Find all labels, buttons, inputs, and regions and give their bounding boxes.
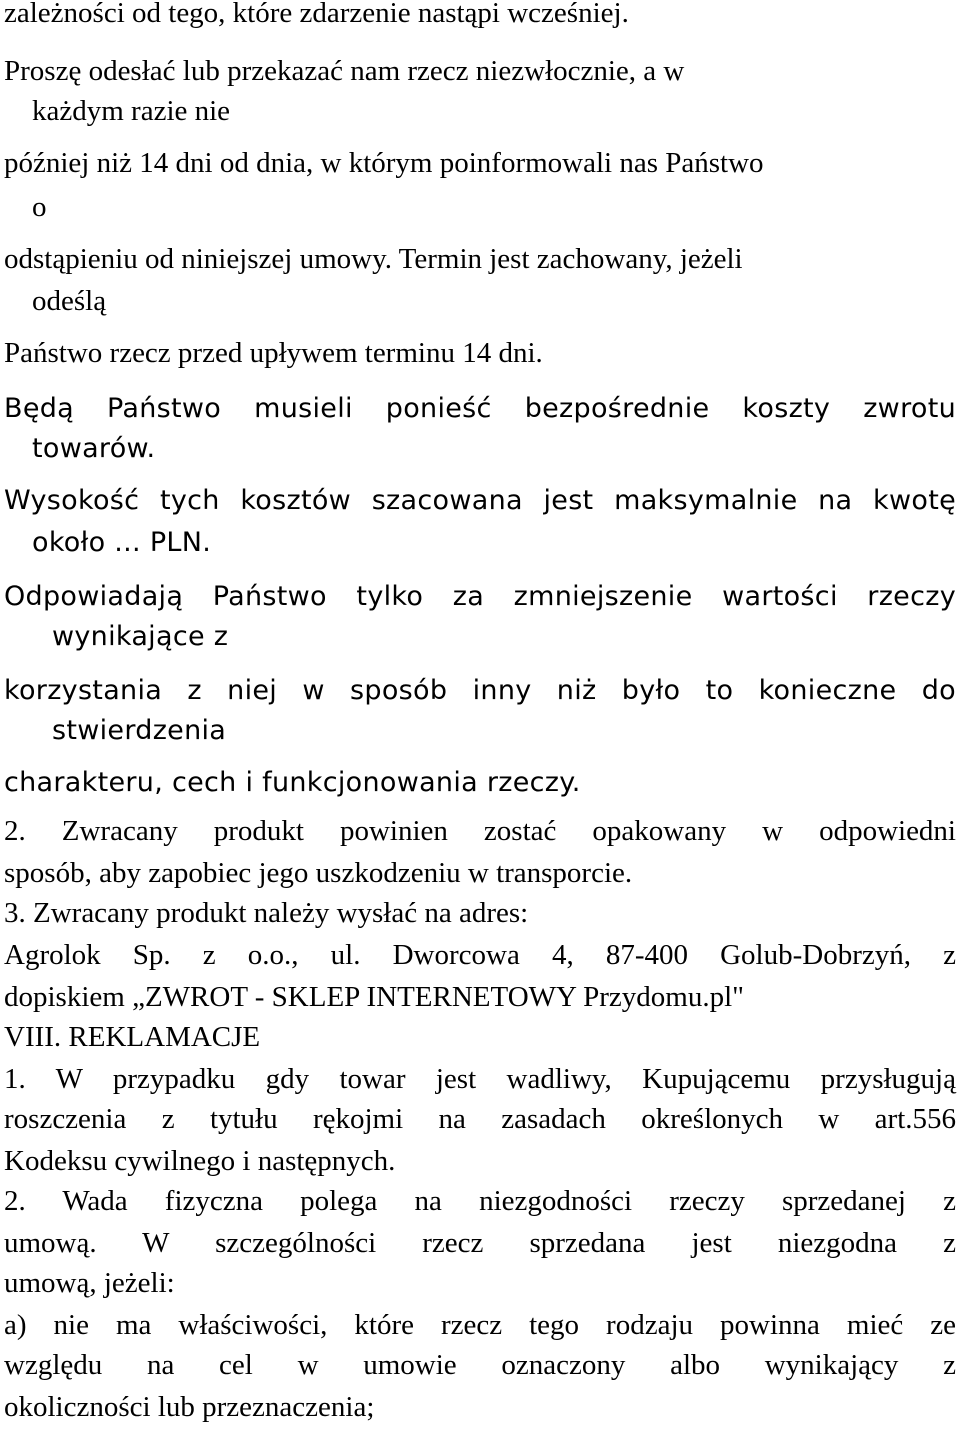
text-line: odstąpieniu od niniejszej umowy. Termin jest zachowany, jeżeli xyxy=(4,243,743,275)
text-line: o xyxy=(32,191,47,223)
text-line: 2. Wada fizyczna polega na niezgodności rzeczy sprzedanej z xyxy=(4,1185,956,1217)
text-line: każdym razie nie xyxy=(32,95,231,127)
text-line: okoliczności lub przeznaczenia; xyxy=(4,1391,375,1423)
text-line: Agrolok Sp. z o.o., ul. Dworcowa 4, 87-400 Golub-Dobrzyń, z xyxy=(4,939,956,971)
text-line: sposób, aby zapobiec jego uszkodzeniu w transporcie. xyxy=(4,857,633,889)
text-line: dopiskiem „ZWROT - SKLEP INTERNETOWY Przydomu.pl" xyxy=(4,981,744,1013)
text-line: zależności od tego, które zdarzenie nastąpi wcześniej. xyxy=(4,0,629,29)
text-line: później niż 14 dni od dnia, w którym poinformowali nas Państwo xyxy=(4,147,764,179)
text-line: stwierdzenia xyxy=(52,715,227,746)
text-line: umową, jeżeli: xyxy=(4,1267,175,1299)
text-line: korzystania z niej w sposób inny niż było to konieczne do xyxy=(4,675,956,706)
text-line: około ... PLN. xyxy=(32,527,212,558)
text-line: Odpowiadają Państwo tylko za zmniejszenie wartości rzeczy xyxy=(4,581,956,612)
section-heading: VIII. REKLAMACJE xyxy=(4,1021,261,1053)
text-line: charakteru, cech i funkcjonowania rzeczy. xyxy=(4,767,581,798)
text-line: Państwo rzecz przed upływem terminu 14 dni. xyxy=(4,337,543,369)
text-line: odeślą xyxy=(32,285,107,317)
text-line: umową. W szczególności rzecz sprzedana jest niezgodna z xyxy=(4,1227,956,1259)
text-line: a) nie ma właściwości, które rzecz tego rodzaju powinna mieć ze xyxy=(4,1309,956,1341)
text-line: Wysokość tych kosztów szacowana jest maksymalnie na kwotę xyxy=(4,485,956,516)
text-line: Będą Państwo musieli ponieść bezpośrednie koszty zwrotu xyxy=(4,393,956,424)
text-line: 3. Zwracany produkt należy wysłać na adres: xyxy=(4,897,529,929)
text-line: Proszę odesłać lub przekazać nam rzecz niezwłocznie, a w xyxy=(4,55,685,87)
text-line: roszczenia z tytułu rękojmi na zasadach określonych w art.556 xyxy=(4,1103,956,1135)
text-line: 1. W przypadku gdy towar jest wadliwy, Kupującemu przysługują xyxy=(4,1063,956,1095)
text-line: 2. Zwracany produkt powinien zostać opakowany w odpowiedni xyxy=(4,815,956,847)
text-line: wynikające z xyxy=(52,621,229,652)
text-line: towarów. xyxy=(32,433,156,464)
text-line: względu na cel w umowie oznaczony albo wynikający z xyxy=(4,1349,956,1381)
text-line: Kodeksu cywilnego i następnych. xyxy=(4,1145,396,1177)
